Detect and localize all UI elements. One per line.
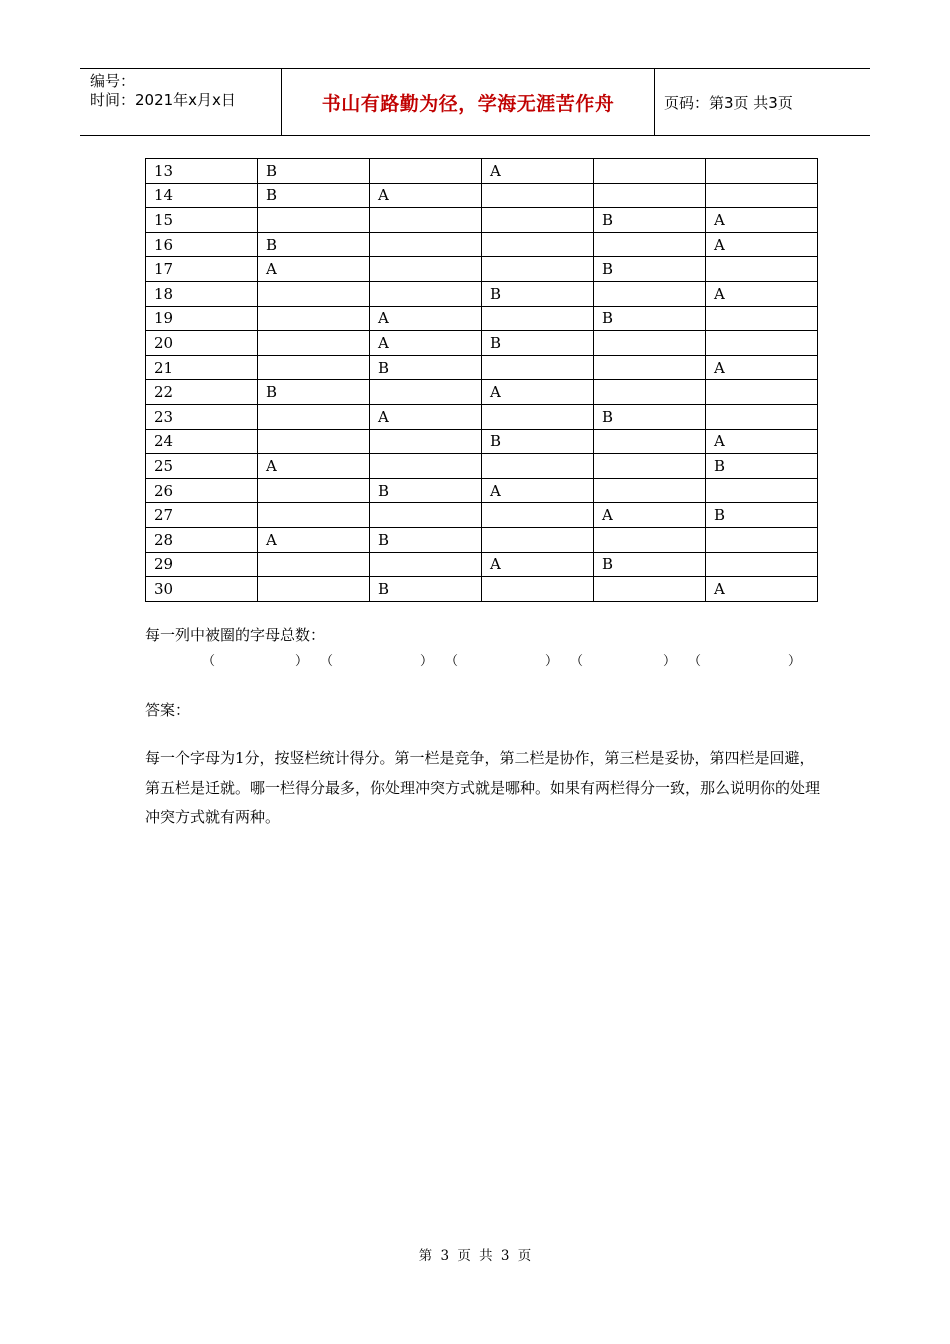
question-number-cell: 18 bbox=[146, 281, 258, 306]
question-number-cell: 15 bbox=[146, 208, 258, 233]
answer-cell: A bbox=[482, 478, 594, 503]
answer-cell bbox=[594, 355, 706, 380]
answer-cell bbox=[706, 380, 818, 405]
answer-cell bbox=[258, 355, 370, 380]
answer-cell bbox=[706, 331, 818, 356]
question-number-cell: 29 bbox=[146, 552, 258, 577]
answer-cell: A bbox=[370, 183, 482, 208]
question-number-cell: 17 bbox=[146, 257, 258, 282]
answer-cell bbox=[482, 257, 594, 282]
answer-cell bbox=[258, 478, 370, 503]
answer-cell: A bbox=[370, 306, 482, 331]
answer-cell: B bbox=[594, 257, 706, 282]
answer-cell bbox=[258, 281, 370, 306]
question-number-cell: 28 bbox=[146, 527, 258, 552]
answer-cell bbox=[594, 454, 706, 479]
answer-body: 每一个字母为1分，按竖栏统计得分。第一栏是竞争，第二栏是协作，第三栏是妥协，第四栏是回避，第五栏是迁就。哪一栏得分最多，你处理冲突方式就是哪种。如果有两栏得分一致，那么说明你的处理冲突方式就有两种。 bbox=[145, 749, 821, 826]
answer-cell: B bbox=[706, 454, 818, 479]
table-row bbox=[146, 208, 818, 233]
document-number-label: 编号： bbox=[90, 72, 136, 90]
answer-cell bbox=[258, 208, 370, 233]
answer-cell bbox=[258, 404, 370, 429]
table-row bbox=[146, 478, 818, 503]
answer-cell: B bbox=[594, 208, 706, 233]
answer-cell bbox=[706, 183, 818, 208]
answer-cell bbox=[482, 183, 594, 208]
answer-cell bbox=[594, 429, 706, 454]
answer-cell bbox=[258, 331, 370, 356]
answer-cell: B bbox=[594, 404, 706, 429]
question-number-cell: 21 bbox=[146, 355, 258, 380]
question-number-cell: 19 bbox=[146, 306, 258, 331]
answer-cell bbox=[482, 527, 594, 552]
answer-cell: A bbox=[594, 503, 706, 528]
answer-cell: A bbox=[482, 380, 594, 405]
table-row bbox=[146, 257, 818, 282]
table-row bbox=[146, 232, 818, 257]
table-row bbox=[146, 503, 818, 528]
answer-label: 答案： bbox=[145, 701, 191, 719]
answer-cell: A bbox=[370, 331, 482, 356]
answer-cell: B bbox=[258, 380, 370, 405]
blank-3-close: ） bbox=[545, 654, 559, 669]
question-number-cell: 14 bbox=[146, 183, 258, 208]
answer-cell bbox=[258, 577, 370, 602]
blank-4-open: （ bbox=[570, 654, 584, 669]
answer-cell bbox=[482, 577, 594, 602]
table-row bbox=[146, 281, 818, 306]
answer-cell bbox=[706, 552, 818, 577]
answer-cell bbox=[258, 503, 370, 528]
answer-cell: B bbox=[258, 183, 370, 208]
answer-cell bbox=[482, 232, 594, 257]
answer-cell bbox=[594, 527, 706, 552]
answer-cell: B bbox=[370, 478, 482, 503]
answer-cell bbox=[370, 503, 482, 528]
answer-cell bbox=[482, 208, 594, 233]
answer-cell bbox=[706, 527, 818, 552]
question-number-cell: 23 bbox=[146, 404, 258, 429]
answer-cell: A bbox=[482, 552, 594, 577]
question-number-cell: 24 bbox=[146, 429, 258, 454]
answer-cell bbox=[706, 257, 818, 282]
answer-cell bbox=[594, 380, 706, 405]
answer-cell bbox=[482, 503, 594, 528]
answer-cell: B bbox=[482, 331, 594, 356]
answer-cell: A bbox=[706, 429, 818, 454]
answer-cell: B bbox=[594, 552, 706, 577]
question-number-cell: 13 bbox=[146, 159, 258, 184]
answer-cell bbox=[482, 355, 594, 380]
answer-cell: B bbox=[482, 281, 594, 306]
answer-cell bbox=[594, 281, 706, 306]
blank-1-open: （ bbox=[202, 654, 216, 669]
blank-5-close: ） bbox=[788, 654, 802, 669]
question-number-cell: 27 bbox=[146, 503, 258, 528]
answer-cell: A bbox=[258, 257, 370, 282]
blank-5-open: （ bbox=[688, 654, 702, 669]
answer-cell: B bbox=[258, 159, 370, 184]
answer-cell bbox=[370, 159, 482, 184]
question-number-cell: 30 bbox=[146, 577, 258, 602]
answer-cell bbox=[594, 331, 706, 356]
answer-cell bbox=[594, 232, 706, 257]
answer-cell bbox=[594, 159, 706, 184]
question-number-cell: 26 bbox=[146, 478, 258, 503]
answer-cell: B bbox=[370, 577, 482, 602]
column-count-label: 每一列中被圈的字母总数： bbox=[145, 626, 326, 644]
answer-grid-table bbox=[145, 158, 818, 602]
answer-cell bbox=[370, 380, 482, 405]
answer-cell: B bbox=[370, 355, 482, 380]
table-row bbox=[146, 577, 818, 602]
table-row bbox=[146, 454, 818, 479]
blank-1-close: ） bbox=[295, 654, 309, 669]
table-row bbox=[146, 183, 818, 208]
answer-cell bbox=[258, 552, 370, 577]
blank-2-open: （ bbox=[320, 654, 334, 669]
answer-cell: B bbox=[594, 306, 706, 331]
document-date-label: 时间：2021年x月x日 bbox=[90, 91, 236, 109]
question-number-cell: 22 bbox=[146, 380, 258, 405]
header-page-info: 页码：第3页 共3页 bbox=[664, 93, 793, 112]
answer-cell bbox=[594, 183, 706, 208]
table-row bbox=[146, 355, 818, 380]
answer-grid-body bbox=[146, 159, 818, 602]
answer-cell bbox=[594, 577, 706, 602]
answer-cell: A bbox=[706, 355, 818, 380]
answer-cell bbox=[258, 306, 370, 331]
answer-cell bbox=[370, 552, 482, 577]
header-meta bbox=[80, 69, 282, 135]
blank-4-close: ） bbox=[663, 654, 677, 669]
answer-cell: A bbox=[482, 159, 594, 184]
answer-cell: B bbox=[370, 527, 482, 552]
answer-cell: A bbox=[706, 208, 818, 233]
answer-cell bbox=[258, 429, 370, 454]
answer-cell bbox=[370, 454, 482, 479]
answer-cell bbox=[706, 306, 818, 331]
answer-cell: A bbox=[706, 577, 818, 602]
answer-cell bbox=[370, 429, 482, 454]
page-header bbox=[80, 68, 870, 136]
answer-cell bbox=[706, 159, 818, 184]
blank-2-close: ） bbox=[420, 654, 434, 669]
blank-3-open: （ bbox=[445, 654, 459, 669]
answer-cell bbox=[370, 232, 482, 257]
answer-cell: B bbox=[482, 429, 594, 454]
table-row bbox=[146, 159, 818, 184]
answer-cell bbox=[594, 478, 706, 503]
question-number-cell: 16 bbox=[146, 232, 258, 257]
answer-cell: A bbox=[258, 454, 370, 479]
answer-cell bbox=[706, 404, 818, 429]
question-number-cell: 25 bbox=[146, 454, 258, 479]
table-row bbox=[146, 527, 818, 552]
answer-cell: B bbox=[706, 503, 818, 528]
table-row bbox=[146, 404, 818, 429]
table-row bbox=[146, 306, 818, 331]
answer-cell bbox=[482, 306, 594, 331]
answer-cell: A bbox=[370, 404, 482, 429]
header-motto: 书山有路勤为径，学海无涯苦作舟 bbox=[282, 69, 655, 135]
answer-cell bbox=[370, 257, 482, 282]
answer-cell bbox=[370, 281, 482, 306]
answer-cell: A bbox=[706, 232, 818, 257]
table-row bbox=[146, 429, 818, 454]
column-count-blanks bbox=[145, 650, 825, 670]
question-number-cell: 20 bbox=[146, 331, 258, 356]
table-row bbox=[146, 331, 818, 356]
table-row bbox=[146, 552, 818, 577]
table-row bbox=[146, 380, 818, 405]
answer-cell: B bbox=[258, 232, 370, 257]
answer-cell: A bbox=[258, 527, 370, 552]
answer-cell bbox=[482, 404, 594, 429]
answer-cell bbox=[370, 208, 482, 233]
page-footer: 第 3 页 共 3 页 bbox=[418, 1248, 532, 1264]
answer-cell bbox=[706, 478, 818, 503]
answer-cell: A bbox=[706, 281, 818, 306]
answer-cell bbox=[482, 454, 594, 479]
